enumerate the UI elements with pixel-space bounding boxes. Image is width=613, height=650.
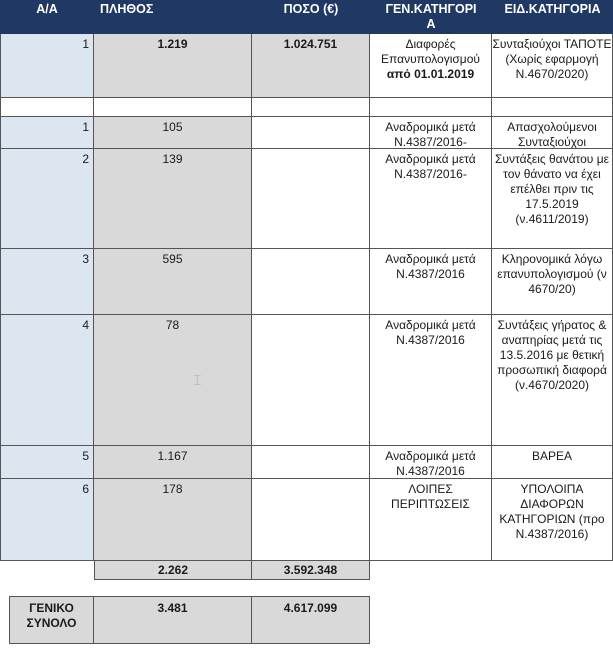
row-poso	[252, 315, 370, 446]
header-aa: Α/Α	[0, 0, 94, 34]
spacer-cell	[492, 98, 613, 117]
first-row-gen-line1: Διαφορές Επανυπολογισμού	[381, 37, 480, 66]
row-plithos: 105	[94, 117, 252, 149]
row-aa: 4	[0, 315, 94, 446]
row-poso	[252, 117, 370, 149]
subtotal-plithos: 2.262	[94, 561, 252, 580]
row-poso	[252, 446, 370, 479]
row-aa: 2	[0, 149, 94, 249]
row-poso	[252, 149, 370, 249]
subtotal-poso: 3.592.348	[252, 561, 370, 580]
row-gen-category: Αναδρομικά μετά Ν.4387/2016-	[370, 149, 492, 249]
first-row-plithos: 1.219	[94, 34, 252, 98]
spacer-cell	[0, 98, 94, 117]
first-row-gen-category	[370, 34, 492, 98]
row-poso	[252, 479, 370, 561]
header-plithos: ΠΛΗΘΟΣ	[94, 0, 252, 34]
first-row-gen-line2: από 01.01.2019	[386, 67, 475, 81]
header-gen-category: ΓΕΝ.ΚΑΤΗΓΟΡΙΑ	[370, 0, 492, 34]
first-row-eid-category: Συνταξιούχοι ΤΑΠΟΤΕ (Χωρίς εφαρμογή Ν.4670/2020)	[492, 34, 613, 98]
row-gen-category: Αναδρομικά μετά Ν.4387/2016-	[370, 117, 492, 149]
row-aa: 6	[0, 479, 94, 561]
grand-total-label: ΓΕΝΙΚΟ ΣΥΝΟΛΟ	[9, 596, 94, 644]
row-plithos: 139	[94, 149, 252, 249]
row-plithos: 178	[94, 479, 252, 561]
row-eid-category: Συντάξεις θανάτου με τον θάνατο να έχει επέλθει πριν τις 17.5.2019 (ν.4611/2019)	[492, 149, 613, 249]
row-eid-category: Κληρονομικά λόγω επανυπολογισμού (ν 4670/20)	[492, 249, 613, 315]
text-cursor-icon: ⌶	[193, 372, 202, 388]
row-poso	[252, 249, 370, 315]
row-plithos: 1.167	[94, 446, 252, 479]
row-aa: 3	[0, 249, 94, 315]
row-gen-category: Αναδρομικά μετά Ν.4387/2016	[370, 249, 492, 315]
spacer-cell	[370, 98, 492, 117]
row-eid-category: Συντάξεις γήρατος & αναπηρίας μετά τις 13.5.2016 με θετική προσωπική διαφορά (ν.4670/2020)	[492, 315, 613, 446]
row-gen-category: Αναδρομικά μετά Ν.4387/2016	[370, 315, 492, 446]
row-gen-category: ΛΟΙΠΕΣ ΠΕΡΙΠΤΩΣΕΙΣ	[370, 479, 492, 561]
row-aa: 5	[0, 446, 94, 479]
first-row-aa: 1	[0, 34, 94, 98]
grand-total-plithos: 3.481	[94, 596, 252, 644]
row-plithos: 78	[94, 315, 252, 446]
row-eid-category: ΒΑΡΕΑ	[492, 446, 613, 479]
grand-total-poso: 4.617.099	[252, 596, 370, 644]
first-row-poso: 1.024.751	[252, 34, 370, 98]
row-plithos: 595	[94, 249, 252, 315]
spacer-cell	[252, 98, 370, 117]
row-eid-category: ΥΠΟΛΟΙΠΑ ΔΙΑΦΟΡΩΝ ΚΑΤΗΓΟΡΙΩΝ (προ Ν.4387/2016)	[492, 479, 613, 561]
row-aa: 1	[0, 117, 94, 149]
row-gen-category: Αναδρομικά μετά Ν.4387/2016	[370, 446, 492, 479]
header-poso: ΠΟΣΟ (€)	[252, 0, 370, 34]
spacer-cell	[94, 98, 252, 117]
row-eid-category: Απασχολούμενοι Συνταξιούχοι	[492, 117, 613, 149]
header-eid-category: ΕΙΔ.ΚΑΤΗΓΟΡΙΑ	[492, 0, 613, 34]
